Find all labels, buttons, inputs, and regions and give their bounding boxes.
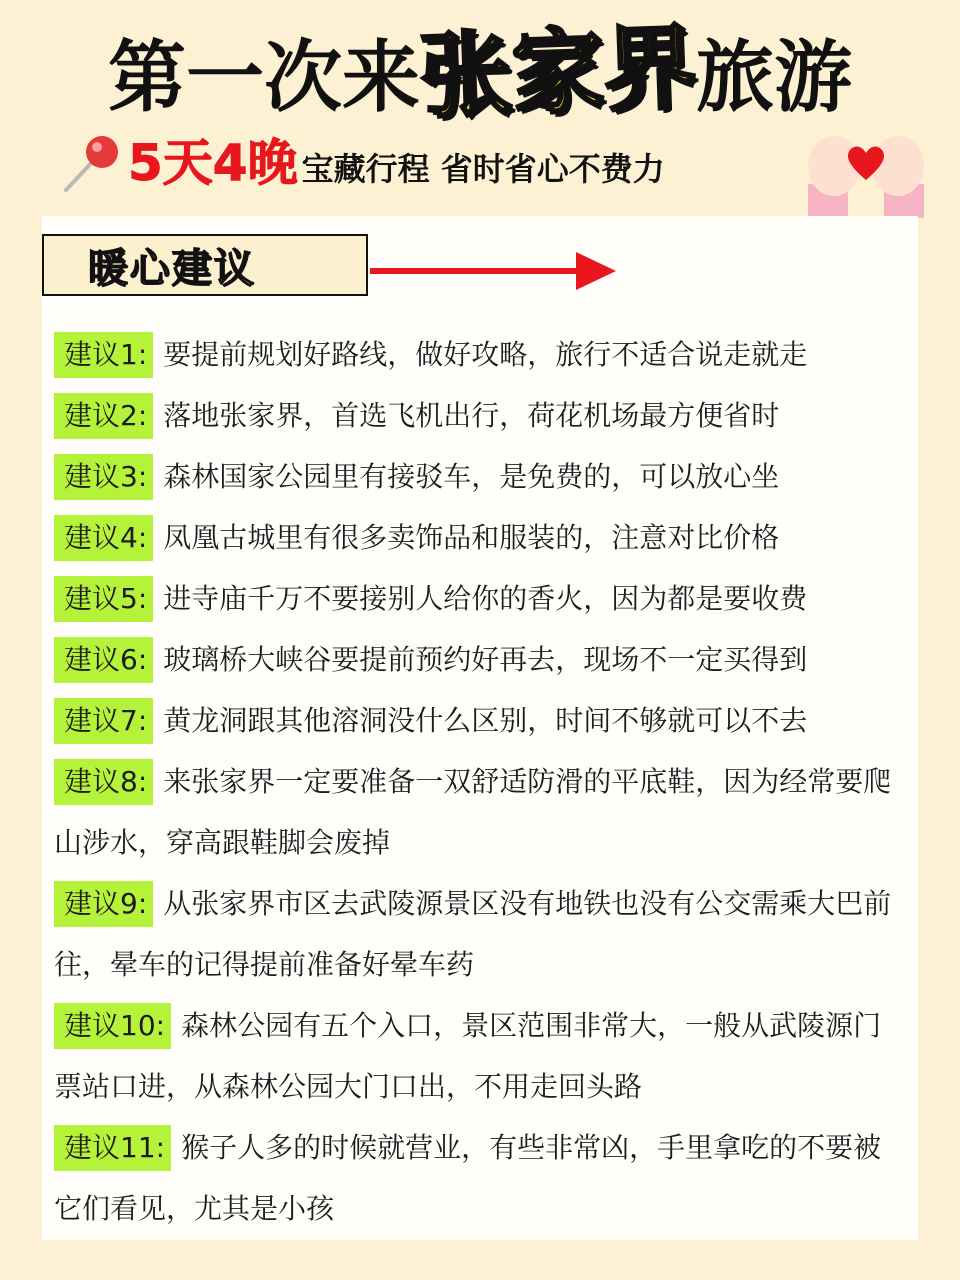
title-part1: 第一次来 (107, 33, 420, 123)
tip-item (54, 507, 896, 568)
tips-card (42, 216, 918, 1240)
arrow-right-icon (370, 252, 616, 292)
tips-list (54, 324, 896, 1239)
tip-item (54, 568, 896, 629)
tip-tag: 建议4: (54, 515, 153, 561)
tip-text: 要提前规划好路线，做好攻略，旅行不适合说走就走 (163, 338, 808, 371)
tip-item (54, 1117, 896, 1239)
tip-tag: 建议1: (54, 332, 153, 378)
tip-tag: 建议11: (54, 1125, 171, 1171)
tip-item (54, 751, 896, 873)
tip-tag: 建议9: (54, 881, 153, 927)
tip-item (54, 690, 896, 751)
title-part2: 旅游 (696, 33, 853, 123)
tip-tag: 建议8: (54, 759, 153, 805)
pushpin-icon (62, 128, 128, 194)
subtitle (128, 128, 665, 198)
section-label-text: 暖心建议 (88, 245, 256, 292)
tip-tag: 建议5: (54, 576, 153, 622)
tip-item (54, 324, 896, 385)
title-highlight: 张家界 (418, 14, 698, 131)
heart-hands-icon (800, 106, 930, 218)
tip-item (54, 385, 896, 446)
tip-text: 凤凰古城里有很多卖饰品和服装的，注意对比价格 (163, 521, 780, 554)
tip-item (54, 446, 896, 507)
tip-tag: 建议3: (54, 454, 153, 500)
tip-tag: 建议2: (54, 393, 153, 439)
section-label (42, 234, 368, 296)
tip-tag: 建议6: (54, 637, 153, 683)
tip-text: 来张家界一定要准备一双舒适防滑的平底鞋，因为经常要爬山涉水，穿高跟鞋脚会废掉 (54, 765, 892, 859)
tip-text: 进寺庙千万不要接别人给你的香火，因为都是要收费 (163, 582, 808, 615)
tip-text: 猴子人多的时候就营业，有些非常凶，手里拿吃的不要被它们看见，尤其是小孩 (54, 1131, 882, 1225)
tip-text: 森林国家公园里有接驳车，是免费的，可以放心坐 (163, 460, 780, 493)
tip-text: 从张家界市区去武陵源景区没有地铁也没有公交需乘大巴前往，晕车的记得提前准备好晕车药 (54, 887, 892, 981)
subtitle-duration: 5天4晚 (128, 134, 298, 192)
tip-item (54, 629, 896, 690)
tip-item (54, 873, 896, 995)
tip-item (54, 995, 896, 1117)
tip-text: 玻璃桥大峡谷要提前预约好再去，现场不一定买得到 (163, 643, 808, 676)
tip-text: 森林公园有五个入口，景区范围非常大，一般从武陵源门票站口进，从森林公园大门口出，不用走回头路 (54, 1009, 882, 1103)
tip-text: 黄龙洞跟其他溶洞没什么区别，时间不够就可以不去 (163, 704, 808, 737)
subtitle-tagline: 宝藏行程 省时省心不费力 (301, 150, 665, 188)
tip-text: 落地张家界，首选飞机出行，荷花机场最方便省时 (163, 399, 780, 432)
tip-tag: 建议7: (54, 698, 153, 744)
tip-tag: 建议10: (54, 1003, 171, 1049)
